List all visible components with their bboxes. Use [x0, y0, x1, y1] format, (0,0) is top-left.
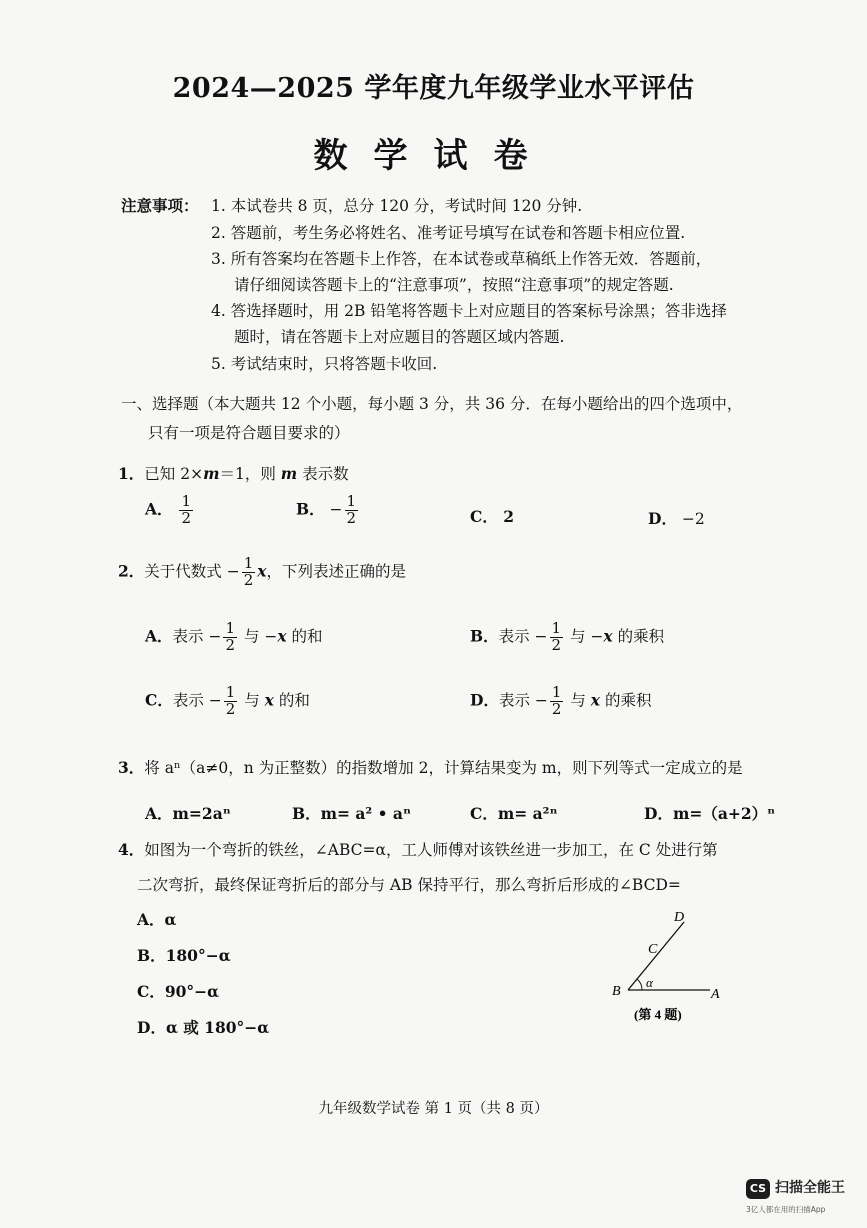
- stem-text: 将 aⁿ（a≠0，n 为正整数）的指数增加 2，计算结果变为 m，则下列等式一定成立的是: [144, 759, 743, 777]
- option-label: C．: [145, 690, 173, 710]
- option-var: x: [264, 690, 274, 710]
- option-label: D．: [470, 690, 499, 710]
- option-text: 表示 −: [172, 627, 222, 646]
- option-text: 的乘积: [600, 691, 652, 710]
- scanner-tagline: 3亿人都在用的扫描App: [746, 1205, 826, 1214]
- note-item: 4. 答选择题时，用 2B 铅笔将答题卡上对应题目的答案标号涂黑；答非选择: [211, 302, 727, 320]
- question-number: 3．: [118, 758, 145, 777]
- option-text: 与: [239, 691, 265, 710]
- angle-arc: [637, 979, 642, 990]
- fraction: [242, 556, 256, 589]
- question-number: 4．: [118, 840, 145, 859]
- note-item: 请仔细阅读答题卡上的“注意事项”，按照“注意事项”的规定答题.: [234, 276, 674, 294]
- numerator: 1: [243, 554, 254, 572]
- q3-option-a: A．m=2aⁿ: [145, 804, 231, 823]
- option-label: B．: [296, 499, 325, 519]
- denominator: 2: [225, 635, 235, 654]
- notes-label: 注意事项：: [121, 196, 199, 215]
- option-var: x: [590, 690, 601, 710]
- option-value: −2: [681, 510, 705, 528]
- denominator: 2: [181, 508, 192, 527]
- note-item: 1. 本试卷共 8 页，总分 120 分，考试时间 120 分钟.: [211, 197, 583, 215]
- option-label: D．: [648, 509, 677, 528]
- scanner-watermark: [746, 1176, 858, 1218]
- q1-option-b: [296, 494, 360, 527]
- fraction: [550, 621, 564, 654]
- label-b: B: [612, 984, 621, 999]
- q1-option-d: [648, 507, 705, 529]
- label-a: A: [711, 987, 720, 1002]
- section-heading: 一、选择题（本大题共 12 个小题，每小题 3 分，共 36 分．在每小题给出的四个选项中，: [121, 395, 743, 413]
- sign: −: [329, 500, 343, 519]
- section-heading-cont: 只有一项是符合题目要求的）: [148, 424, 350, 442]
- exam-title: 2024—2025 学年度九年级学业水平评估: [172, 73, 695, 104]
- option-text: 的和: [286, 627, 323, 646]
- denominator: 2: [551, 635, 562, 654]
- option-value: 2: [503, 507, 515, 526]
- question-4-stem: [118, 838, 718, 860]
- note-item: 3. 所有答案均在答题卡上作答，在本试卷或草稿纸上作答无效．答题前，: [211, 250, 712, 268]
- page-footer: 九年级数学试卷 第 1 页（共 8 页）: [318, 1101, 549, 1117]
- numerator: 1: [346, 492, 357, 510]
- fraction: [345, 494, 359, 527]
- numerator: 1: [551, 619, 562, 637]
- label-c: C: [648, 942, 658, 957]
- scanner-app-name: 扫描全能王: [775, 1180, 845, 1196]
- figure-caption: (第 4 题): [634, 1007, 682, 1022]
- q3-option-c: C．m= a²ⁿ: [470, 804, 558, 823]
- fraction: [223, 621, 237, 654]
- note-item: 5. 考试结束时，只将答题卡收回.: [211, 355, 438, 373]
- option-text: 的乘积: [612, 627, 665, 646]
- stem-text: ，下列表述正确的是: [266, 562, 407, 581]
- question-4-figure: [606, 905, 746, 1030]
- option-text: 表示 −: [498, 691, 548, 710]
- note-item: 题时，请在答题卡上对应题目的答题区域内答题.: [234, 328, 565, 346]
- exam-subtitle: 数学试卷: [313, 136, 554, 176]
- question-1-stem: [118, 462, 349, 484]
- camscanner-logo-icon: CS: [746, 1179, 770, 1199]
- q4-option-d: D．α 或 180°−α: [137, 1018, 270, 1037]
- stem-text: 已知 2×: [144, 465, 204, 483]
- fraction: [550, 685, 564, 718]
- q4-option-b: B．180°−α: [137, 946, 231, 965]
- fraction: [224, 685, 238, 718]
- q2-option-c: [145, 685, 310, 718]
- denominator: 2: [346, 508, 357, 527]
- fraction: [179, 494, 193, 527]
- denominator: 2: [243, 570, 254, 589]
- stem-text: ＝1，则: [219, 465, 281, 483]
- numerator: 1: [225, 619, 235, 637]
- option-text: 表示 −: [498, 627, 548, 646]
- question-number: 1．: [118, 464, 145, 483]
- label-alpha: α: [646, 975, 653, 990]
- option-text: 与 −: [239, 627, 278, 646]
- numerator: 1: [181, 492, 192, 510]
- q2-option-a: [145, 621, 323, 654]
- question-4-stem-cont: 二次弯折，最终保证弯折后的部分与 AB 保持平行，那么弯折后形成的∠BCD=: [137, 876, 681, 894]
- q2-option-b: [470, 621, 664, 654]
- option-label: A．: [145, 499, 173, 519]
- option-label: B．: [470, 626, 499, 646]
- option-text: 的和: [273, 691, 310, 710]
- option-var: x: [603, 626, 613, 646]
- q3-option-d: D．m=（a+2）ⁿ: [644, 804, 776, 823]
- numerator: 1: [551, 683, 562, 701]
- option-text: 与: [565, 691, 591, 710]
- numerator: 1: [225, 683, 236, 701]
- stem-text: 如图为一个弯折的铁丝，∠ABC=α，工人师傅对该铁丝进一步加工，在 C 处进行第: [144, 841, 718, 859]
- stem-text: 表示数: [297, 465, 349, 483]
- option-text: 表示 −: [172, 691, 222, 710]
- option-var: x: [277, 626, 287, 646]
- question-3-stem: [118, 756, 743, 778]
- label-d: D: [674, 910, 685, 925]
- option-label: C．: [470, 507, 498, 526]
- q3-option-b: B．m= a² • aⁿ: [292, 804, 412, 823]
- q4-option-a: A．α: [137, 910, 177, 929]
- question-2-stem: [118, 556, 406, 589]
- denominator: 2: [551, 699, 562, 718]
- denominator: 2: [225, 699, 236, 718]
- q2-option-d: [470, 685, 651, 718]
- q4-option-c: C．90°−α: [137, 982, 220, 1001]
- stem-var: x: [257, 561, 267, 581]
- stem-var: m: [203, 464, 220, 483]
- note-item: 2. 答题前，考生务必将姓名、准考证号填写在试卷和答题卡相应位置.: [211, 224, 686, 242]
- option-text: 与 −: [565, 627, 604, 646]
- question-number: 2．: [118, 561, 145, 581]
- stem-var: m: [280, 464, 298, 483]
- q1-option-c: [470, 505, 514, 527]
- option-label: A．: [145, 626, 173, 646]
- q1-option-a: [145, 494, 195, 527]
- stem-text: 关于代数式 −: [144, 562, 240, 581]
